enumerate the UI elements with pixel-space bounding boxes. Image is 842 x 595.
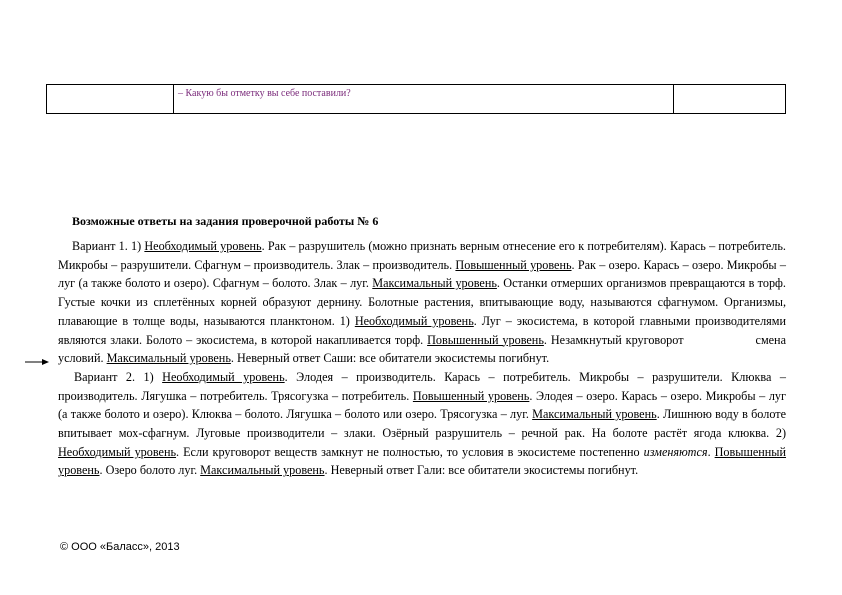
answers-body bbox=[58, 237, 786, 480]
arrow-right-icon bbox=[25, 358, 49, 366]
table-divider bbox=[673, 85, 674, 113]
table-question: – Какую бы отметку вы себе поставили? bbox=[178, 88, 351, 99]
page-heading: Возможные ответы на задания проверочной работы № 6 bbox=[72, 214, 379, 228]
variant-2-paragraph: Вариант 2. 1) Необходимый уровень. Элодея – производитель. Карась – потребитель. Микробы – разрушители. Клюква – производитель. Лягушка – потребитель. Трясогузка – потребитель. Повышенный уровень. Элодея – озеро. Карась – озеро. Микробы – луг (а также болото и озеро). Клюква – болото. Лягушка – болото или озеро. Трясогузка – луг. Максимальный уровень. Лишнюю воду в болоте впитывает мох-сфагнум. Луговые производители – злаки. Озёрный разрушитель – речной рак. На болоте растёт ягода клюква. 2) Необходимый уровень. Если круговорот веществ замкнут не полностью, то условия в экосистеме постепенно изменяются. Повышенный уровень. Озеро болото луг. Максимальный уровень. Неверный ответ Гали: все обитатели экосистемы погибнут. bbox=[58, 369, 787, 478]
table-divider bbox=[173, 85, 174, 113]
variant-1-paragraph: Вариант 1. 1) Необходимый уровень. Рак – разрушитель (можно признать верным отнесение его к потребителям). Карась – потребитель. Микробы – разрушители. Сфагнум – производитель. Злак – производитель. Повышенный уровень. Рак – озеро. Карась – озеро. Микробы – луг (а также болото и озеро). Сфагнум – болото. Злак – луг. Максимальный уровень. Останки отмерших организмов превращаются в торф. Густые кочки из сплетённых корней образуют дернину. Болотные растения, впитывающие воду, называются сфагнумом. Организмы, плавающие в толще воды, называются планктоном. 1) Необходимый уровень. Луг – экосистема, в которой главными производителями являются злаки. Болото – экосистема, в которой накапливается торф. Повышенный уровень. Незамкнутый круговорот смена условий. Максимальный уровень. Неверный ответ Саши: все обитатели экосистемы погибнут. bbox=[58, 239, 786, 366]
copyright-footer: © ООО «Баласс», 2013 bbox=[60, 541, 180, 553]
answer-table bbox=[46, 84, 786, 114]
